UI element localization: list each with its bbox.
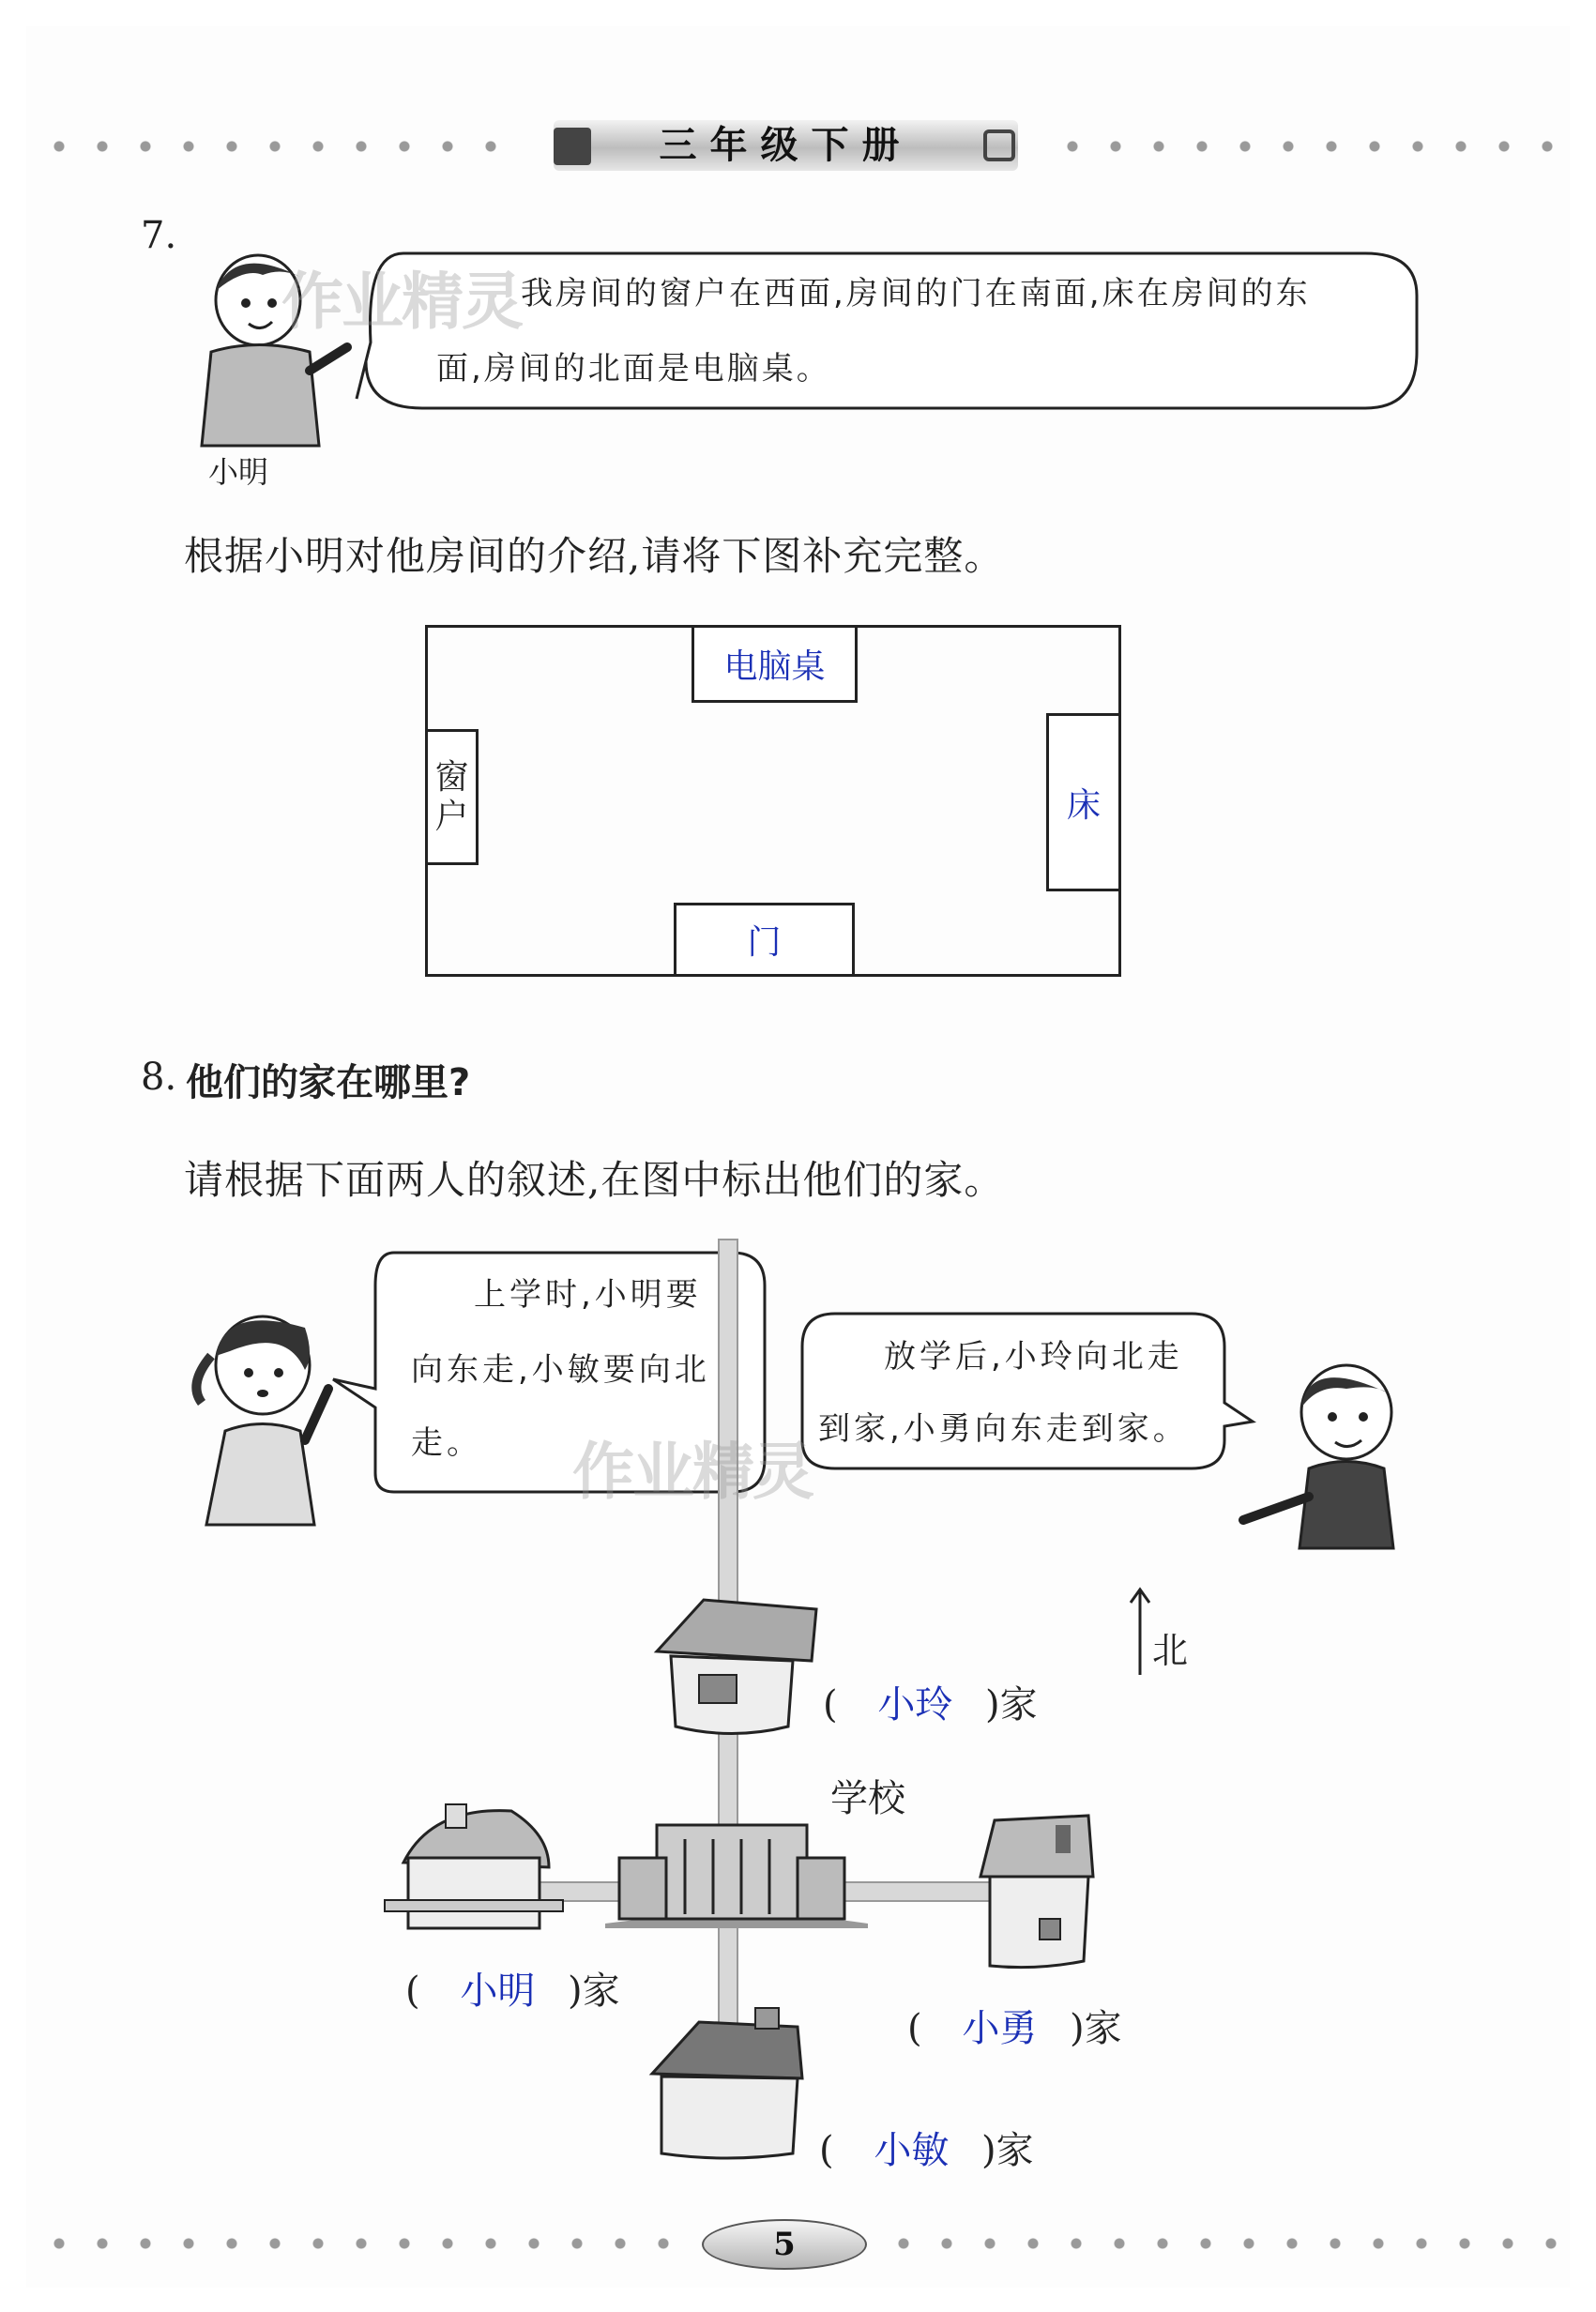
home-south-name: 小敏	[874, 2129, 950, 2172]
room-west-window	[425, 729, 479, 865]
girl-speech-line2: 向东走,小敏要向北	[411, 1351, 710, 1389]
watermark-middle: 作业精灵	[572, 1436, 813, 1508]
home-north-name: 小玲	[877, 1683, 953, 1726]
room-west-window-char1: 窗	[434, 757, 469, 797]
paren-close: )家	[981, 2129, 1034, 2172]
footer-dots-left	[38, 2238, 685, 2249]
footer-dots-right	[882, 2238, 1558, 2249]
room-east-bed: 床	[1046, 713, 1121, 891]
q7-instruction: 根据小明对他房间的介绍,请将下图补充完整。	[184, 533, 1005, 579]
q7-speech-line2: 面,房间的北面是电脑桌。	[436, 350, 831, 388]
paren-open: (	[819, 2129, 834, 2172]
watermark-top: 作业精灵	[281, 266, 522, 338]
room-west-window-char2: 户	[434, 797, 469, 836]
house-east-icon	[976, 1802, 1098, 1970]
paren-open: (	[405, 1970, 420, 2013]
boy-speech-line2: 到家,小勇向东走到家。	[818, 1410, 1189, 1448]
q8-number: 8.	[141, 1056, 177, 1099]
boy-illustration	[1224, 1356, 1431, 1553]
room-north-computer-desk: 电脑桌	[692, 625, 858, 703]
house-west-icon	[375, 1797, 568, 1938]
header-title: 三年级下册	[659, 124, 913, 167]
header-ornament-icon	[983, 129, 1015, 161]
header-book-icon	[554, 128, 591, 165]
room-south-door: 门	[674, 903, 855, 977]
home-label-south	[819, 2121, 1034, 2174]
q7-speaker-name: 小明	[208, 454, 269, 490]
page-number: 5	[702, 2219, 867, 2270]
house-south-icon	[647, 2003, 812, 2163]
girl-speech-line1: 上学时,小明要	[474, 1276, 702, 1314]
header-dots-right	[1051, 141, 1558, 152]
home-label-east	[907, 1999, 1122, 2052]
home-label-west	[405, 1961, 620, 2015]
north-label: 北	[1152, 1630, 1189, 1671]
paren-close: )家	[1070, 2007, 1122, 2050]
girl-speech-line3: 走。	[411, 1424, 482, 1462]
girl-illustration	[174, 1300, 352, 1529]
paren-close: )家	[568, 1970, 620, 2013]
paren-close: )家	[985, 1683, 1038, 1726]
q8-title: 他们的家在哪里?	[186, 1061, 471, 1104]
home-west-name: 小明	[460, 1970, 536, 2013]
home-east-name: 小勇	[962, 2007, 1038, 2050]
boy-speech-line1: 放学后,小玲向北走	[884, 1338, 1183, 1376]
school-building-icon	[600, 1806, 873, 1933]
home-label-north	[823, 1675, 1038, 1728]
north-arrow-icon	[1126, 1586, 1154, 1680]
school-label: 学校	[830, 1777, 905, 1820]
paren-open: (	[823, 1683, 838, 1726]
q7-number: 7.	[141, 214, 177, 257]
q8-instruction: 请根据下面两人的叙述,在图中标出他们的家。	[184, 1157, 1005, 1203]
header-band	[554, 120, 1018, 171]
header-dots-left	[38, 141, 525, 152]
q7-speech-line1: 我房间的窗户在西面,房间的门在南面,床在房间的东	[521, 275, 1311, 312]
house-north-icon	[647, 1590, 826, 1745]
paren-open: (	[907, 2007, 922, 2050]
